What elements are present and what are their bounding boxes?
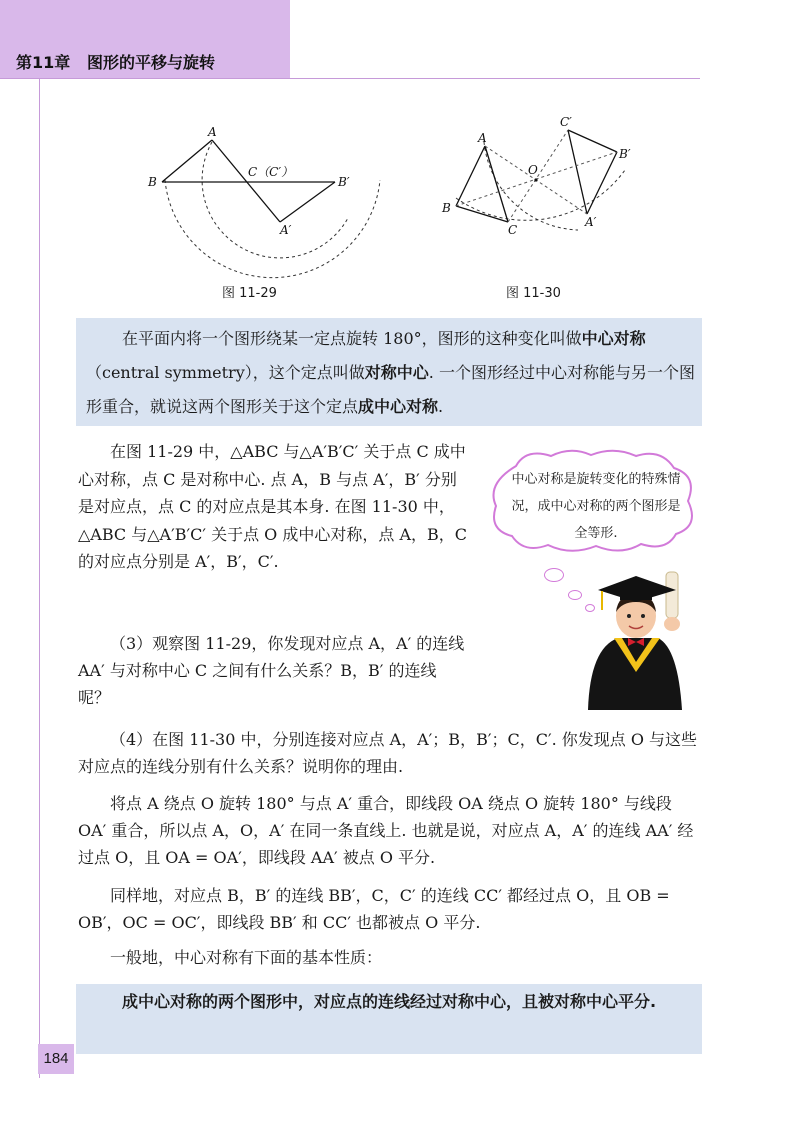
label-b: B: [148, 175, 157, 189]
label-c: C（C′）: [248, 165, 294, 179]
arc-bb: [165, 180, 380, 278]
point-o: [534, 178, 537, 181]
segment-ba-prime: [587, 152, 617, 214]
figure-11-29: [147, 125, 380, 278]
property-text: 成中心对称的两个图形中，对应点的连线经过对称中心，且被对称中心平分.: [122, 992, 657, 1011]
paragraph-6: 一般地，中心对称有下面的基本性质：: [110, 948, 383, 967]
page-number: 184: [38, 1044, 74, 1074]
paragraph-4: 将点 A 绕点 O 旋转 180° 与点 A′ 重合，即线段 OA 绕点 O 旋转 180° 与线段 OA′ 重合，所以点 A，O，A′ 在同一条直线上. 也就是说，对应点 A，A′ 的连线 AA′ 经过点 O，且 OA = OA′，即线段 AA′ 被点 O 平分.: [78, 794, 694, 867]
chapter-header: [16, 50, 215, 73]
paragraph-3: （4）在图 11-30 中，分别连接对应点 A，A′；B，B′；C，C′. 你发现点 O 与这些对应点的连线分别有什么关系？说明你的理由.: [78, 730, 698, 776]
label-a-30: A: [478, 131, 487, 145]
figure-caption-11-29: 图 11-29: [222, 286, 277, 301]
eye-right: [641, 614, 645, 618]
label-a-prime: A′: [280, 223, 292, 237]
arc-aa: [202, 142, 348, 258]
definition-part-4: .: [438, 397, 444, 416]
line-cc-prime: [508, 130, 568, 222]
label-b-prime: B′: [338, 175, 350, 189]
figure-caption-11-30: 图 11-30: [506, 286, 561, 301]
term-central-symmetry: 中心对称: [581, 329, 646, 348]
label-c-30: C: [508, 223, 518, 237]
segment-aa: [212, 140, 280, 222]
label-b-prime-30: B′: [619, 147, 631, 161]
label-a: A: [208, 125, 217, 139]
paragraph-1: 在图 11-29 中，△ABC 与△A′B′C′ 关于点 C 成中心对称，点 C 是对称中心. 点 A，B 与点 A′，B′ 分别是对应点，点 C 的对应点是其本身. 在图 11-30 中，△ABC 与△A′B′C′ 关于点 O 成中心对称，点 A，B，C 的对应点分别是 A′，B′，C′.: [78, 442, 468, 571]
definition-part-2: （central symmetry），这个定点叫做: [86, 363, 365, 382]
diploma-scroll: [666, 572, 678, 618]
eye-left: [627, 614, 631, 618]
segment-cb-prime: [568, 130, 617, 152]
label-c-prime-30: C′: [560, 115, 572, 129]
definition-text: [86, 322, 696, 424]
paragraph-5: 同样地，对应点 B，B′ 的连线 BB′，C，C′ 的连线 CC′ 都经过点 O，且 OB = OB′，OC = OC′，即线段 BB′ 和 CC′ 也都被点 O 平分.: [78, 886, 670, 932]
term-centrally-symmetric: 成中心对称: [358, 397, 439, 416]
segment-bc-30: [456, 206, 508, 222]
arc-outer: [456, 170, 625, 220]
chapter-title: 图形的平移与旋转: [87, 53, 216, 72]
gown-icon: [588, 638, 682, 710]
segment-ca-prime: [568, 130, 587, 214]
definition-part-1: 在平面内将一个图形绕某一定点旋转 180°，图形的这种变化叫做: [122, 329, 582, 348]
label-b-30: B: [442, 201, 451, 215]
note-text: 中心对称是旋转变化的特殊情况，成中心对称的两个图形是全等形.: [511, 472, 681, 541]
thought-bubble-large: [544, 568, 564, 582]
label-o-30: O: [528, 163, 538, 177]
graduate-girl-illustration: [578, 568, 696, 710]
segment-ab-30: [456, 146, 485, 206]
term-symmetry-center: 对称中心: [364, 363, 429, 382]
margin-rule: [39, 78, 40, 1078]
paragraph-2: （3）观察图 11-29，你发现对应点 A，A′ 的连线 AA′ 与对称中心 C 之间有什么关系？B，B′ 的连线呢？: [78, 634, 465, 707]
header-rule: [0, 78, 700, 79]
label-a-prime-30: A′: [585, 215, 597, 229]
figure-11-30: [441, 115, 631, 237]
segment-ab-prime: [280, 182, 335, 222]
chapter-number: 第11章: [16, 53, 71, 72]
cap-band: [620, 592, 652, 600]
figure-area: [140, 110, 660, 305]
segment-ac-30: [485, 146, 508, 222]
raised-hand: [664, 617, 680, 631]
definition-part-3: . 一个图形经过中心对称能与另一个图形重合，就说这两个图形关于这个定点: [86, 363, 695, 416]
